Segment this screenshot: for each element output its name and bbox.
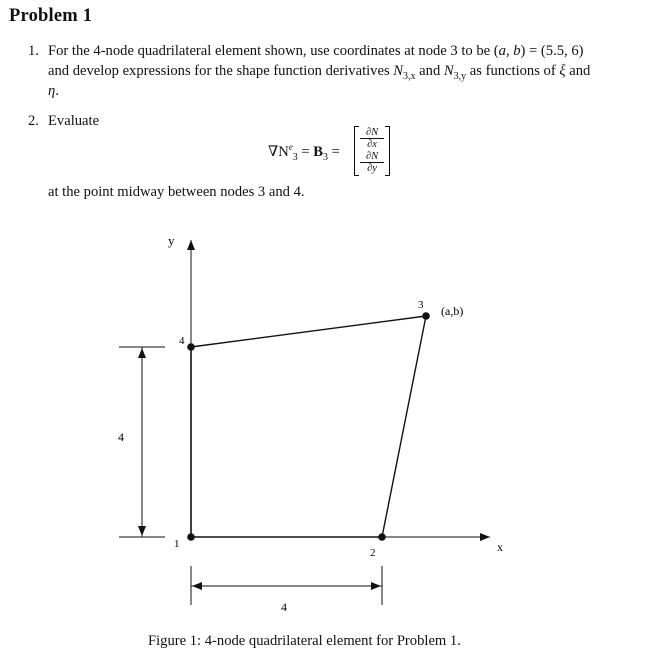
node-2-label: 2 [370, 547, 376, 559]
item-2-number: 2. [28, 113, 39, 129]
equals-1: = [297, 143, 314, 160]
node-3-label: 3 [418, 299, 424, 311]
figure-caption: Figure 1: 4-node quadrilateral element for Problem 1. [148, 633, 461, 649]
dn-numerator-1: ∂N [365, 127, 379, 138]
x-axis-label: x [497, 540, 503, 554]
nabla-n: ∇N [268, 143, 289, 160]
node-2-dot [378, 533, 386, 541]
item-1-text-d: as functions of [466, 63, 560, 79]
problem-title: Problem 1 [9, 6, 93, 26]
node-4-label: 4 [179, 335, 185, 347]
symbol-xi: ξ [559, 63, 566, 79]
item-1-text-c: and develop expressions for the shape function derivatives [48, 63, 394, 79]
dy-denominator: ∂y [360, 162, 384, 174]
item-1-period: . [55, 83, 59, 99]
node-3-dot [422, 312, 430, 320]
symbol-n3x-sub: 3,x [403, 70, 416, 82]
symbol-n3y: N [443, 63, 454, 79]
item-1-text-b: ) = (5.5, 6) [520, 43, 584, 59]
dx-denominator: ∂x [360, 138, 384, 150]
b-sub: 3 [323, 151, 328, 163]
item-2-text: Evaluate [48, 113, 100, 129]
item-2-after: at the point midway between nodes 3 and 4. [48, 184, 305, 200]
node-1-dot [187, 533, 195, 541]
y-axis-label: y [168, 233, 175, 248]
b-matrix-symbol: B [313, 143, 323, 160]
item-1-text-e: and [565, 63, 591, 79]
node-1-label: 1 [174, 538, 180, 550]
item-1-number: 1. [28, 43, 39, 59]
item-1-text-a: For the 4-node quadrilateral element shown, use coordinates at node 3 to be ( [48, 43, 499, 59]
node-4-dot [187, 343, 195, 351]
equals-2: = [328, 143, 340, 160]
dn-numerator-2: ∂N [365, 151, 379, 162]
node-3-coord-symbols: a, b [498, 43, 521, 59]
item-1-text-and: and [415, 63, 444, 79]
lhs-sub: 3 [292, 151, 298, 163]
dim-vertical-label: 4 [118, 430, 124, 444]
symbol-eta: η [48, 83, 56, 99]
edge-3-2 [382, 316, 426, 537]
lhs-sup: e [288, 142, 293, 152]
symbol-n3x: N [393, 63, 404, 79]
dim-horizontal-label: 4 [281, 600, 287, 614]
edge-4-3 [191, 316, 426, 347]
node-3-coord-label: (a,b) [441, 304, 464, 318]
symbol-n3y-sub: 3,y [453, 70, 467, 82]
